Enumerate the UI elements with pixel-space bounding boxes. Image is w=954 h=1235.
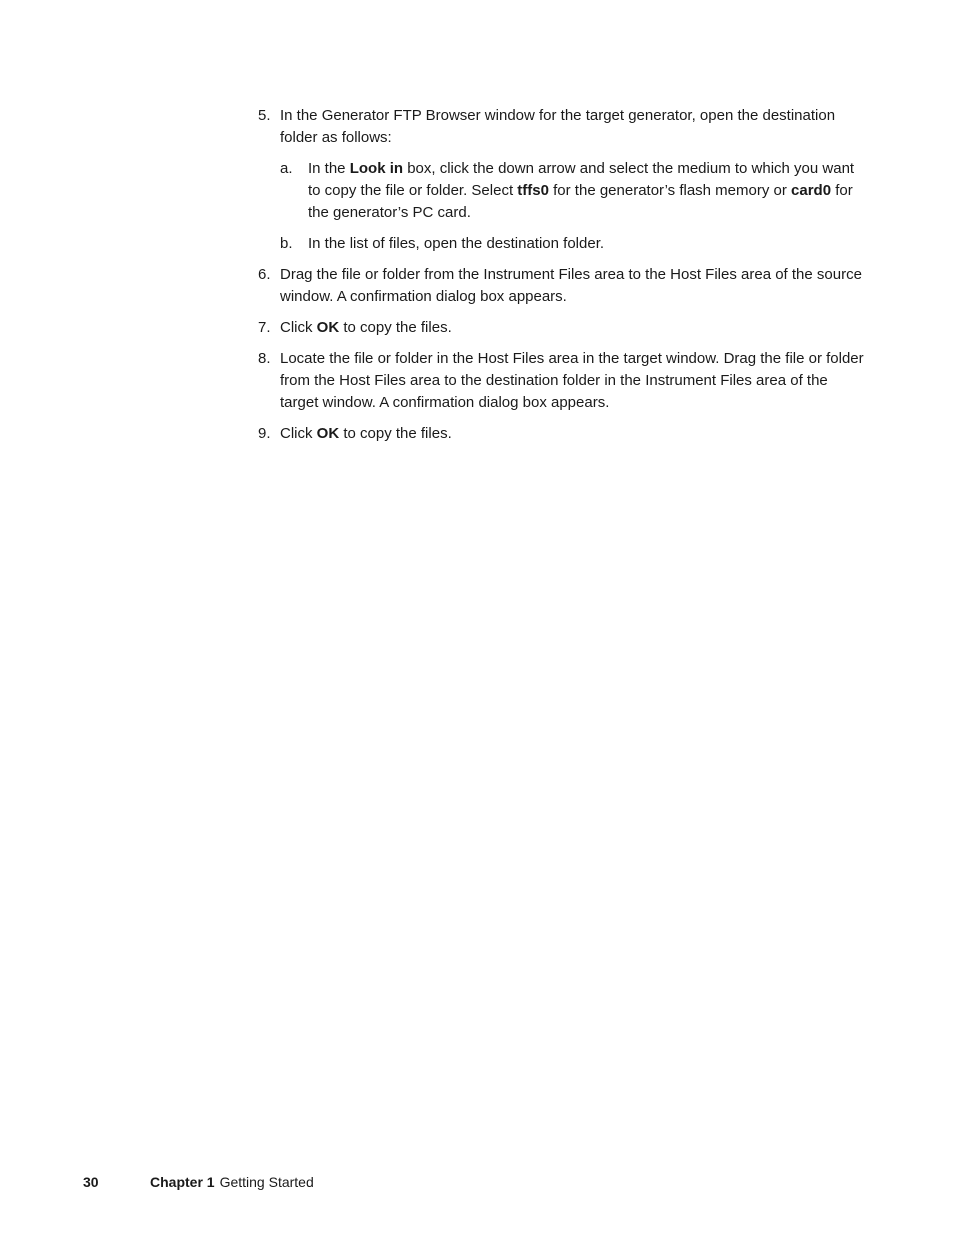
ui-term-tffs0: tffs0: [517, 182, 549, 199]
substep-text: [308, 158, 870, 224]
step-text: Drag the file or folder from the Instrument Files area to the Host Files area of the source window. A confirmation dialog box appears.: [280, 266, 862, 305]
step-7: [258, 317, 870, 339]
step-text: [280, 423, 870, 445]
text-segment: to copy the files.: [339, 425, 452, 442]
step-6: [258, 264, 870, 308]
text-segment: In the: [308, 160, 350, 177]
substep-letter: b.: [280, 235, 293, 252]
chapter-heading: [150, 1173, 314, 1191]
chapter-label: Chapter 1: [150, 1174, 215, 1190]
ui-term-ok: OK: [316, 319, 340, 336]
text-segment: for the generator’s PC card.: [308, 182, 853, 221]
step-text: Locate the file or folder in the Host Files area in the target window. Drag the file or folder from the Host Files area to the destination folder in the Instrument Files area of the target window. A confirmation dialog box appears.: [280, 350, 864, 411]
text-segment: to copy the files.: [339, 319, 452, 336]
page-number: 30: [83, 1174, 99, 1190]
substep-letter: a.: [280, 160, 293, 177]
substep-a: [280, 158, 870, 224]
step-number: 9.: [258, 425, 271, 442]
chapter-title: Getting Started: [219, 1174, 314, 1190]
step-text: [280, 317, 870, 339]
text-segment: Click: [280, 319, 317, 336]
substep-text: In the list of files, open the destination folder.: [308, 235, 605, 252]
step-9: [258, 423, 870, 445]
text-segment: Click: [280, 425, 317, 442]
ui-term-look-in: Look in: [349, 160, 404, 177]
substep-b: [280, 233, 870, 255]
step-5: [258, 105, 870, 255]
ui-term-card0: card0: [791, 182, 832, 199]
procedure-steps: [258, 105, 870, 454]
substep-list: [280, 158, 870, 255]
step-text: In the Generator FTP Browser window for the target generator, open the destination folder as follows:: [280, 107, 836, 146]
step-8: [258, 348, 870, 414]
step-number: 8.: [258, 350, 271, 367]
text-segment: for the generator’s flash memory or: [548, 182, 792, 199]
step-number: 5.: [258, 107, 271, 124]
step-number: 7.: [258, 319, 271, 336]
step-number: 6.: [258, 266, 271, 283]
text-segment: box, click the down arrow and select the medium to which you want to copy the file or folder. Select: [308, 160, 855, 199]
ui-term-ok: OK: [316, 425, 340, 442]
